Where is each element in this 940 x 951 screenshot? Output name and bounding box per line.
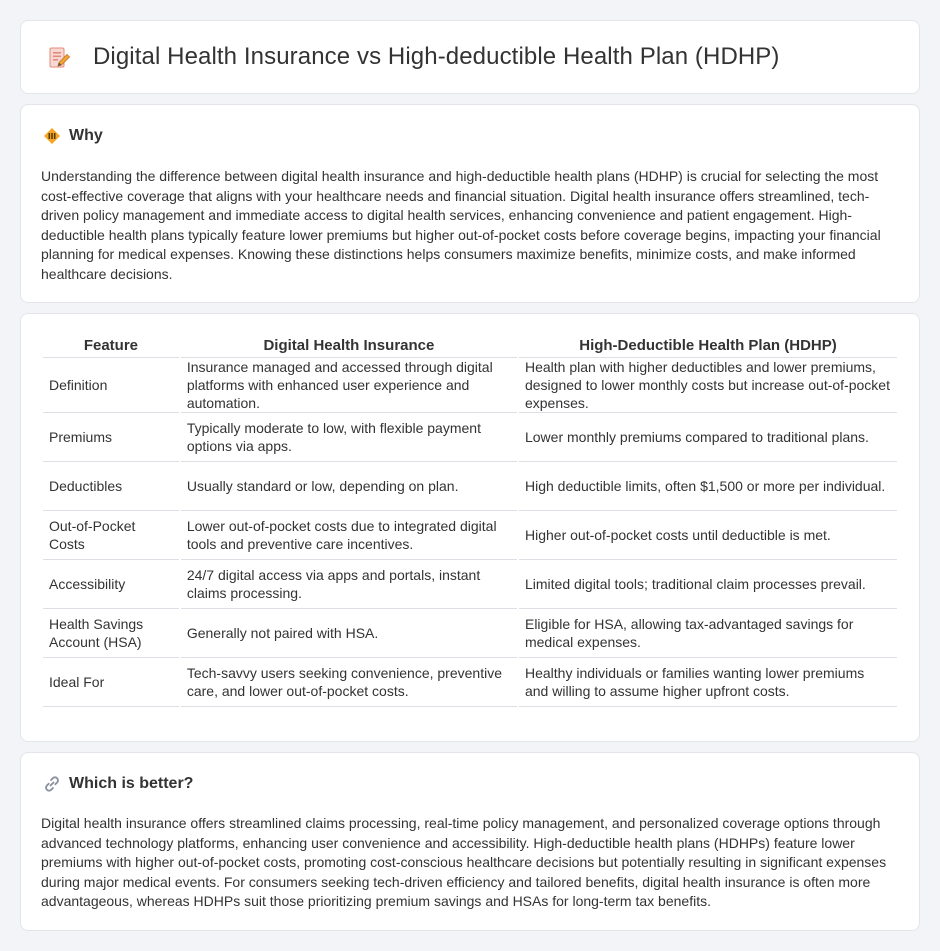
digital-cell: Tech-savvy users seeking convenience, preventive care, and lower out-of-pocket costs. (181, 658, 517, 707)
feature-cell: Out-of-Pocket Costs (43, 511, 179, 560)
digital-cell: Insurance managed and accessed through digital platforms with enhanced user experience and automation. (181, 358, 517, 413)
comparison-table (41, 336, 899, 707)
better-text: Digital health insurance offers streamlined claims processing, real-time policy management, and personalized coverage options through advanced technology platforms, enhancing user convenience and accessibility. High-deductible health plans (HDHPs) feature lower premiums with higher out-of-pocket costs, promoting cost-conscious healthcare decisions but potentially resulting in significant expenses during major medical events. For consumers seeking tech-driven efficiency and tailored benefits, digital health insurance is often more advantageous, whereas HDHPs suit those prioritizing premium savings and HSAs for long-term tax benefits. (41, 815, 887, 909)
hdhp-cell: Healthy individuals or families wanting lower premiums and willing to assume higher upfront costs. (519, 658, 897, 707)
header-hdhp: High-Deductible Health Plan (HDHP) (519, 336, 897, 358)
hdhp-cell: Health plan with higher deductibles and lower premiums, designed to lower monthly costs but increase out-of-pocket expenses. (519, 358, 897, 413)
hdhp-cell: Higher out-of-pocket costs until deductible is met. (519, 511, 897, 560)
header-feature: Feature (43, 336, 179, 358)
table-row (43, 609, 897, 658)
link-icon (43, 775, 61, 793)
digital-cell: Typically moderate to low, with flexible payment options via apps. (181, 413, 517, 462)
why-heading: Why (69, 127, 103, 144)
table-row (43, 462, 897, 511)
table-row (43, 560, 897, 609)
feature-cell: Premiums (43, 413, 179, 462)
header-card (20, 20, 920, 94)
feature-cell: Ideal For (43, 658, 179, 707)
why-section (20, 104, 920, 303)
table-row (43, 511, 897, 560)
page-title: Digital Health Insurance vs High-deductible Health Plan (HDHP) (93, 43, 780, 70)
feature-cell: Accessibility (43, 560, 179, 609)
digital-cell: 24/7 digital access via apps and portals, instant claims processing. (181, 560, 517, 609)
hdhp-cell: Limited digital tools; traditional claim processes prevail. (519, 560, 897, 609)
table-header-row (43, 336, 897, 358)
feature-cell: Definition (43, 358, 179, 413)
feature-cell: Deductibles (43, 462, 179, 511)
hdhp-cell: High deductible limits, often $1,500 or more per individual. (519, 462, 897, 511)
why-text: Understanding the difference between digital health insurance and high-deductible health plans (HDHP) is crucial for selecting the most cost-effective coverage that aligns with your healthcare needs and financial situation. Digital health insurance offers streamlined, tech-driven policy management and immediate access to digital health services, enhancing convenience and patient engagement. High-deductible health plans typically feature lower premiums but higher out-of-pocket costs before coverage begins, impacting your financial planning for medical expenses. Knowing these distinctions helps consumers maximize benefits, minimize costs, and make informed healthcare decisions. (41, 168, 881, 282)
document-edit-icon (47, 46, 71, 70)
digital-cell: Lower out-of-pocket costs due to integrated digital tools and preventive care incentives. (181, 511, 517, 560)
digital-cell: Usually standard or low, depending on plan. (181, 462, 517, 511)
table-row (43, 658, 897, 707)
better-heading: Which is better? (69, 775, 194, 792)
why-heading-row (43, 127, 103, 145)
table-row (43, 413, 897, 462)
feature-cell: Health Savings Account (HSA) (43, 609, 179, 658)
digital-cell: Generally not paired with HSA. (181, 609, 517, 658)
hdhp-cell: Eligible for HSA, allowing tax-advantaged savings for medical expenses. (519, 609, 897, 658)
which-is-better-section (20, 752, 920, 931)
comparison-section (20, 313, 920, 742)
table-row (43, 358, 897, 413)
caution-icon (43, 127, 61, 145)
header-digital: Digital Health Insurance (181, 336, 517, 358)
hdhp-cell: Lower monthly premiums compared to traditional plans. (519, 413, 897, 462)
better-heading-row (43, 775, 193, 793)
